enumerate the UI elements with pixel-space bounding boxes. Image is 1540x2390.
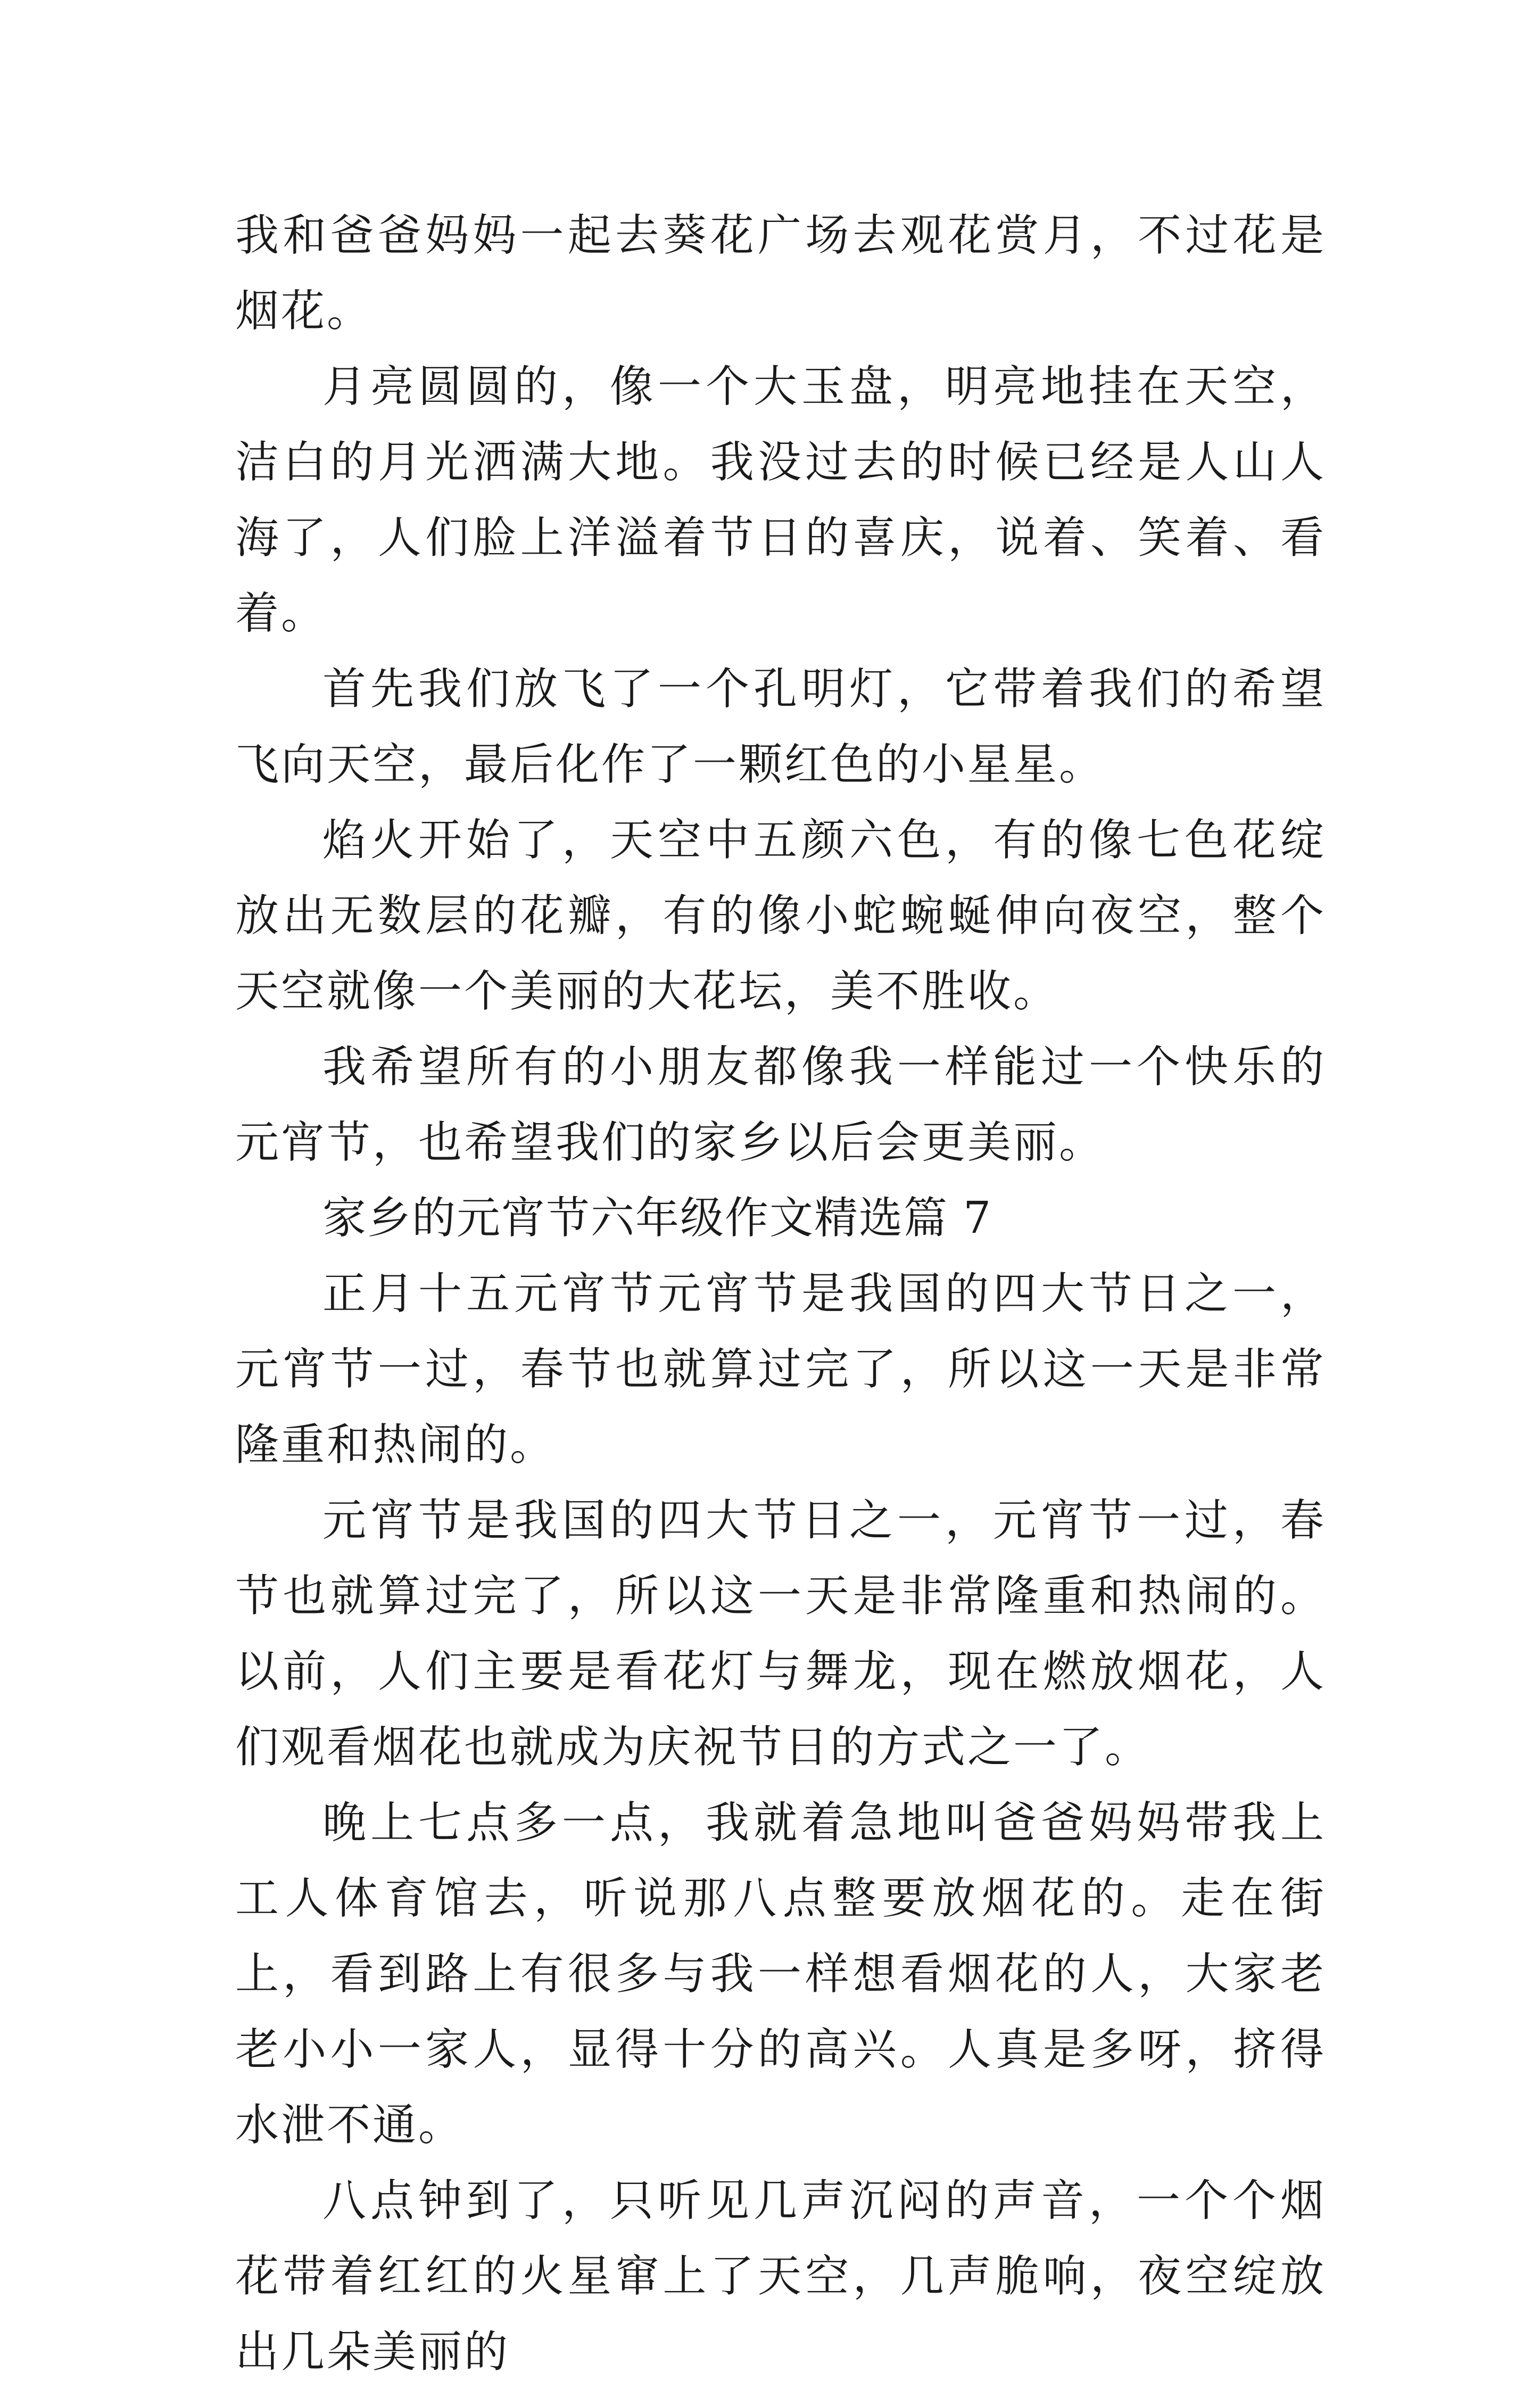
- paragraph: 我希望所有的小朋友都像我一样能过一个快乐的元宵节，也希望我们的家乡以后会更美丽。: [235, 1042, 1326, 1168]
- paragraph: 月亮圆圆的，像一个大玉盘，明亮地挂在天空，洁白的月光洒满大地。我没过去的时候已经是人山人海了，人们脸上洋溢着节日的喜庆，说着、笑着、看着。: [235, 361, 1326, 639]
- section-heading: 家乡的元宵节六年级作文精选篇 7: [322, 1193, 992, 1243]
- paragraph: 八点钟到了，只听见几声沉闷的声音，一个个烟花带着红红的火星窜上了天空，几声脆响，夜空绽放出几朵美丽的: [235, 2175, 1326, 2377]
- paragraph: 焰火开始了，天空中五颜六色，有的像七色花绽放出无数层的花瓣，有的像小蛇蜿蜒伸向夜空，整个天空就像一个美丽的大花坛，美不胜收。: [235, 815, 1326, 1017]
- paragraph: 首先我们放飞了一个孔明灯，它带着我们的希望飞向天空，最后化作了一颗红色的小星星。: [235, 664, 1326, 790]
- document-body: [235, 198, 1326, 2390]
- paragraph: 正月十五元宵节元宵节是我国的四大节日之一，元宵节一过，春节也就算过完了，所以这一天是非常隆重和热闹的。: [235, 1268, 1326, 1470]
- paragraph: 我和爸爸妈妈一起去葵花广场去观花赏月，不过花是烟花。: [235, 210, 1326, 336]
- paragraph: 元宵节是我国的四大节日之一，元宵节一过，春节也就算过完了，所以这一天是非常隆重和热闹的。以前，人们主要是看花灯与舞龙，现在燃放烟花，人们观看烟花也就成为庆祝节日的方式之一了。: [235, 1495, 1326, 1773]
- paragraph: 晚上七点多一点，我就着急地叫爸爸妈妈带我上工人体育馆去，听说那八点整要放烟花的。走在街上，看到路上有很多与我一样想看烟花的人，大家老老小小一家人，显得十分的高兴。人真是多呀，挤得水泄不通。: [235, 1798, 1326, 2150]
